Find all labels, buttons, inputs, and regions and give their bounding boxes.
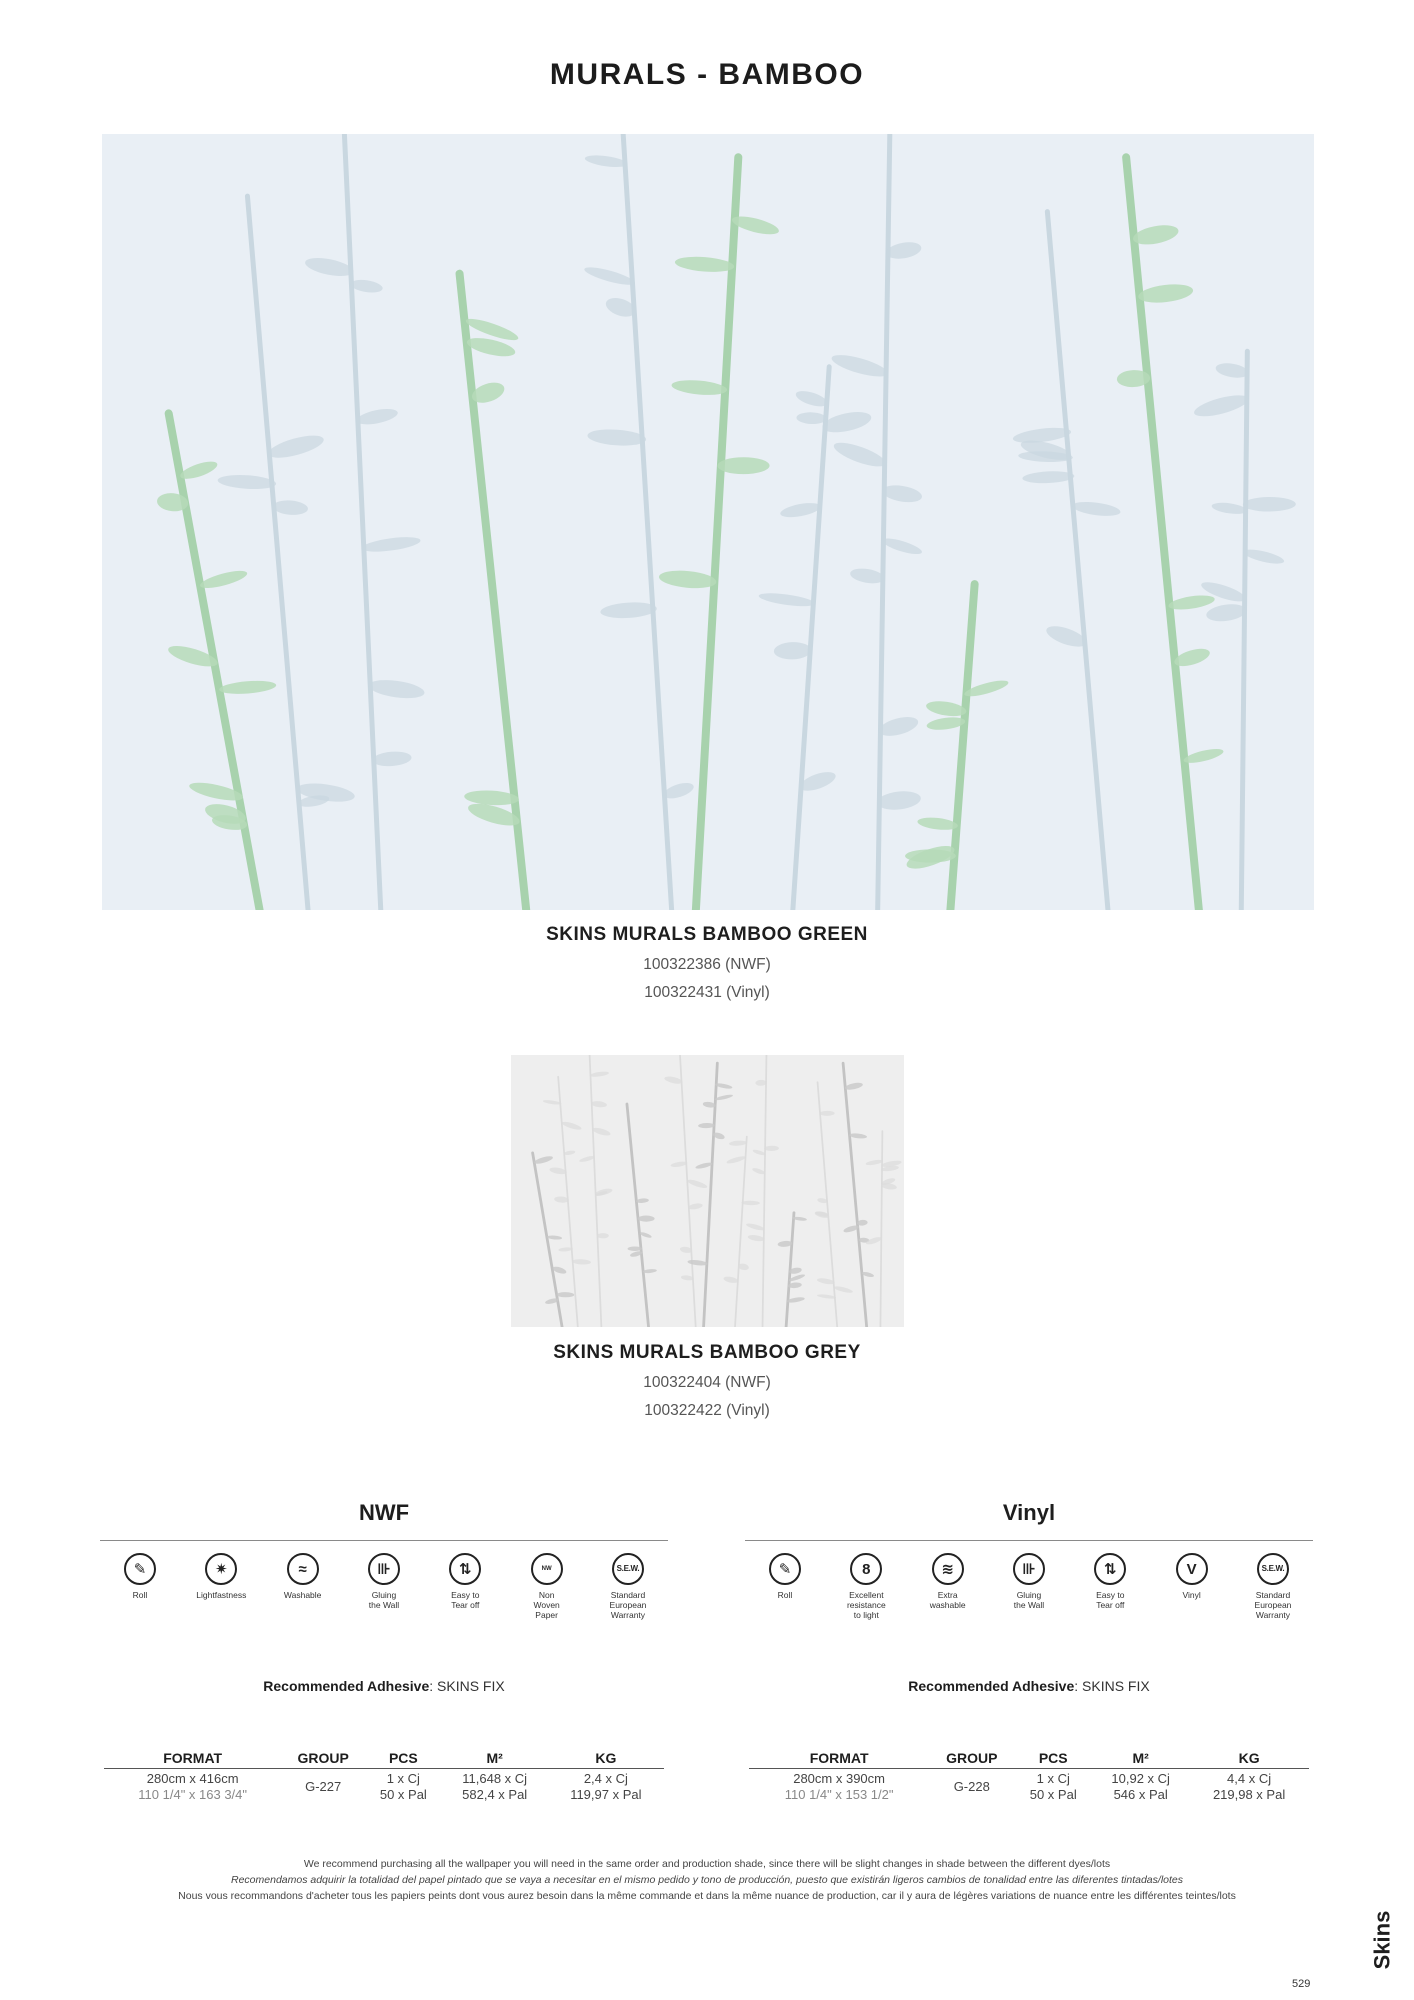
m2-cj: 11,648 x Cj — [462, 1771, 528, 1786]
m2-pal: 546 x Pal — [1113, 1787, 1168, 1802]
feature-label: Excellent resistance to light — [846, 1590, 886, 1620]
side-label — [1362, 1905, 1402, 1975]
cell-format — [749, 1769, 929, 1804]
disclaimer-fr: Nous vous recommandons d'acheter tous les papiers peints dont vous aurez besoin dans la même commande et dans la même nuance de production, car il y aura de légères variations de nuance entre les différentes teintes/lots — [178, 1890, 1236, 1902]
format-inch: 110 1/4" x 163 3/4" — [138, 1787, 248, 1802]
spec-table-vinyl — [749, 1750, 1309, 1803]
feature-label: Roll — [777, 1590, 793, 1600]
col-pcs: PCS — [365, 1750, 442, 1769]
product-code-green-vinyl: 100322431 (Vinyl) — [644, 984, 770, 1001]
col-group: GROUP — [929, 1750, 1014, 1769]
cell-group: G-227 — [305, 1779, 342, 1794]
adhesive-value: : SKINS FIX — [1074, 1678, 1150, 1694]
feature-easy-tear-off — [431, 1553, 499, 1620]
adhesive-label: Recommended Adhesive — [263, 1678, 430, 1694]
easy-tear-off-icon: ⇅ — [1094, 1553, 1126, 1585]
side-label-text: Skins — [1369, 1910, 1395, 1970]
feature-label: Washable — [283, 1590, 322, 1600]
feature-sew-warranty — [594, 1553, 662, 1620]
extra-washable-icon: ≋ — [932, 1553, 964, 1585]
cell-format — [104, 1769, 281, 1804]
kg-pal: 219,98 x Pal — [1212, 1787, 1286, 1802]
product-code-grey-nwf: 100322404 (NWF) — [643, 1374, 771, 1391]
feature-roll — [751, 1553, 819, 1620]
cell-m2 — [442, 1769, 548, 1804]
cell-kg — [1189, 1769, 1309, 1804]
table-row — [104, 1769, 664, 1804]
roll-icon: ✎ — [769, 1553, 801, 1585]
kg-pal: 119,97 x Pal — [570, 1787, 642, 1802]
product-code-grey-vinyl: 100322422 (Vinyl) — [644, 1402, 770, 1419]
panel-title-nwf: NWF — [358, 1500, 410, 1525]
cell-group: G-228 — [953, 1779, 990, 1794]
col-m2: M² — [1092, 1750, 1189, 1769]
bamboo-leaf — [638, 1216, 655, 1222]
feature-label: Non Woven Paper — [533, 1590, 560, 1620]
easy-tear-off-icon: ⇅ — [449, 1553, 481, 1585]
sew-warranty-icon: S.E.W. — [1257, 1553, 1289, 1585]
mural-image-bamboo-green — [102, 134, 1314, 910]
spec-table-nwf — [104, 1750, 664, 1803]
sew-warranty-icon: S.E.W. — [612, 1553, 644, 1585]
vinyl-icon: V — [1176, 1553, 1208, 1585]
recommended-adhesive-nwf — [100, 1678, 668, 1694]
col-format: FORMAT — [104, 1750, 281, 1769]
product-name-green: SKINS MURALS BAMBOO GREEN — [546, 924, 868, 945]
feature-label: Roll — [132, 1590, 148, 1600]
feature-washable — [269, 1553, 337, 1620]
feature-label: Gluing the Wall — [1013, 1590, 1045, 1610]
lightfastness-icon: ✷ — [205, 1553, 237, 1585]
spec-panel-nwf — [100, 1498, 668, 1828]
light-resistance-icon: 8 — [850, 1553, 882, 1585]
feature-label: Gluing the Wall — [368, 1590, 400, 1610]
feature-sew-warranty — [1239, 1553, 1307, 1620]
disclaimer — [0, 1856, 1414, 1904]
cell-m2 — [1092, 1769, 1189, 1804]
page-title: MURALS - BAMBOO — [549, 58, 865, 91]
pcs-cj: 1 x Cj — [1036, 1771, 1070, 1786]
non-woven-paper-icon: NW — [531, 1553, 563, 1585]
feature-easy-tear-off — [1076, 1553, 1144, 1620]
format-cm: 280cm x 416cm — [146, 1771, 239, 1786]
feature-icons-nwf — [100, 1541, 668, 1620]
feature-lightfastness — [187, 1553, 255, 1620]
panel-title-vinyl: Vinyl — [1002, 1500, 1056, 1525]
table-row — [749, 1769, 1309, 1804]
m2-pal: 582,4 x Pal — [462, 1787, 528, 1802]
pcs-pal: 50 x Pal — [379, 1787, 427, 1802]
product-name-grey: SKINS MURALS BAMBOO GREY — [553, 1342, 861, 1363]
disclaimer-en: We recommend purchasing all the wallpaper you will need in the same order and production shade, since there will be slight changes in shade between the different dyes/lots — [303, 1858, 1111, 1870]
cell-pcs — [365, 1769, 442, 1804]
m2-cj: 10,92 x Cj — [1111, 1771, 1170, 1786]
feature-icons-vinyl — [745, 1541, 1313, 1620]
kg-cj: 4,4 x Cj — [1227, 1771, 1272, 1786]
washable-icon: ≈ — [287, 1553, 319, 1585]
spec-panel-vinyl — [745, 1498, 1313, 1828]
feature-label: Vinyl — [1182, 1590, 1201, 1600]
cell-pcs — [1014, 1769, 1092, 1804]
pcs-cj: 1 x Cj — [386, 1771, 420, 1786]
roll-icon: ✎ — [124, 1553, 156, 1585]
page-number: 529 — [1292, 1978, 1311, 1990]
feature-label: Lightfastness — [196, 1590, 247, 1600]
cell-kg — [548, 1769, 664, 1804]
format-cm: 280cm x 390cm — [793, 1771, 885, 1786]
feature-light-resistance — [832, 1553, 900, 1620]
col-kg: KG — [1189, 1750, 1309, 1769]
kg-cj: 2,4 x Cj — [583, 1771, 628, 1786]
adhesive-label: Recommended Adhesive — [908, 1678, 1075, 1694]
bamboo-leaf — [628, 1246, 643, 1251]
adhesive-value: : SKINS FIX — [429, 1678, 505, 1694]
product-code-green-nwf: 100322386 (NWF) — [643, 956, 771, 973]
col-m2: M² — [442, 1750, 548, 1769]
feature-gluing-wall — [350, 1553, 418, 1620]
format-inch: 110 1/4" x 153 1/2" — [784, 1787, 894, 1802]
disclaimer-es: Recomendamos adquirir la totalidad del papel pintado que se vaya a necesitar en el mismo pedido y tono de producción, puesto que existirán ligeros cambios de tonalidad entre las diferentes tintadas/lotes — [231, 1874, 1183, 1886]
feature-non-woven-paper — [513, 1553, 581, 1620]
pcs-pal: 50 x Pal — [1029, 1787, 1077, 1802]
col-format: FORMAT — [749, 1750, 929, 1769]
recommended-adhesive-vinyl — [745, 1678, 1313, 1694]
feature-label: Easy to Tear off — [1096, 1590, 1125, 1610]
col-pcs: PCS — [1014, 1750, 1092, 1769]
feature-roll — [106, 1553, 174, 1620]
feature-label: Easy to Tear off — [451, 1590, 480, 1610]
feature-label: Standard European Warranty — [1254, 1590, 1292, 1620]
feature-vinyl — [1158, 1553, 1226, 1620]
feature-label: Standard European Warranty — [609, 1590, 647, 1620]
feature-extra-washable — [914, 1553, 982, 1620]
feature-gluing-wall — [995, 1553, 1063, 1620]
mural-image-bamboo-grey — [511, 1055, 904, 1327]
col-group: GROUP — [281, 1750, 365, 1769]
gluing-wall-icon: ⊪ — [1013, 1553, 1045, 1585]
gluing-wall-icon: ⊪ — [368, 1553, 400, 1585]
col-kg: KG — [548, 1750, 664, 1769]
feature-label: Extra washable — [929, 1590, 966, 1610]
